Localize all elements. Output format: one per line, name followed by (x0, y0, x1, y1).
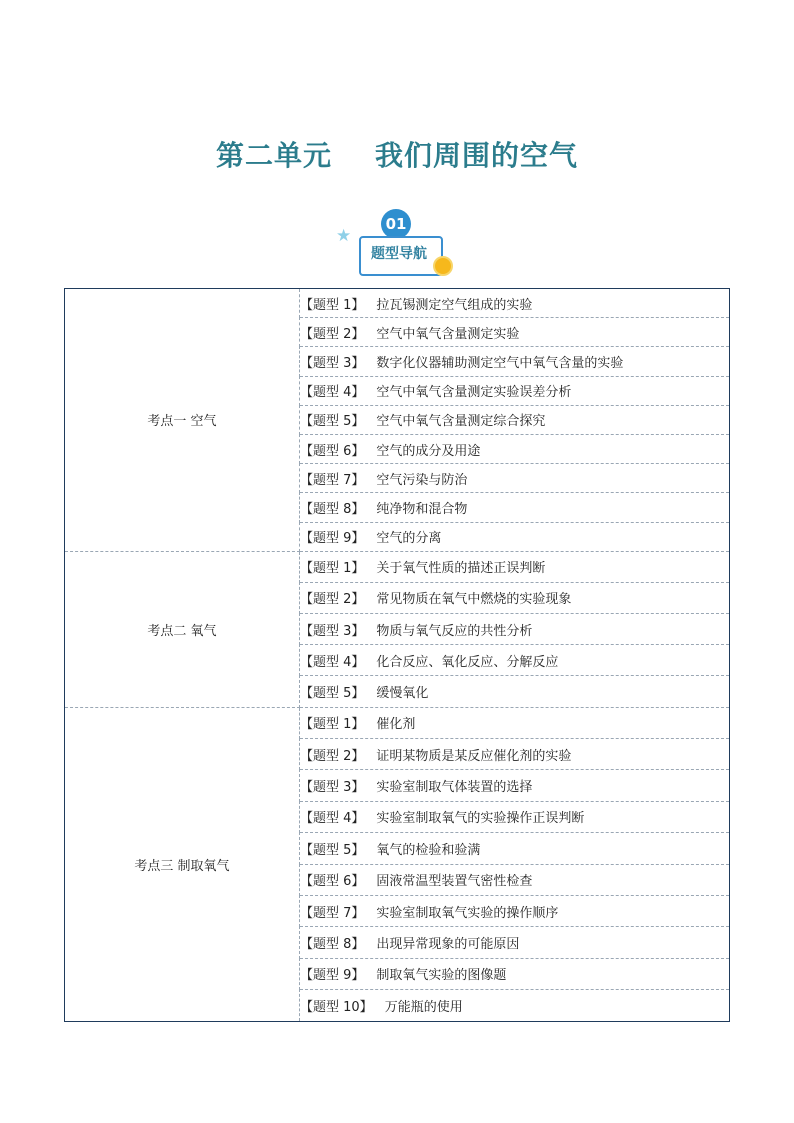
question-type-tag: 【题型 7】 (300, 472, 365, 488)
question-type-item[interactable] (300, 990, 730, 1021)
question-type-item[interactable] (300, 864, 730, 895)
question-type-tag: 【题型 1】 (300, 297, 365, 313)
question-type-text: 固液常温型装置气密性检查 (376, 874, 533, 890)
question-type-text: 空气的成分及用途 (376, 443, 481, 459)
question-type-tag: 【题型 4】 (300, 811, 365, 827)
question-type-text: 常见物质在氧气中燃烧的实验现象 (376, 592, 572, 608)
question-type-item[interactable] (300, 582, 730, 613)
question-type-item[interactable] (300, 464, 730, 493)
question-type-item[interactable] (300, 958, 730, 989)
question-type-text: 缓慢氧化 (376, 686, 429, 702)
question-type-tag: 【题型 8】 (300, 501, 365, 517)
question-type-text: 万能瓶的使用 (384, 999, 463, 1015)
topic-navigation-table (64, 288, 730, 1022)
question-type-tag: 【题型 5】 (300, 686, 365, 702)
question-type-item[interactable] (300, 493, 730, 522)
question-type-tag: 【题型 1】 (300, 717, 365, 733)
page-title: 第二单元 我们周围的空气 (216, 139, 578, 172)
question-type-tag: 【题型 3】 (300, 780, 365, 796)
question-type-tag: 【题型 2】 (300, 592, 365, 608)
question-type-tag: 【题型 2】 (300, 748, 365, 764)
question-type-text: 数字化仪器辅助测定空气中氧气含量的实验 (376, 355, 624, 371)
question-type-tag: 【题型 4】 (300, 654, 365, 670)
question-type-tag: 【题型 5】 (300, 842, 365, 858)
section-badge (334, 206, 454, 278)
question-type-tag: 【题型 8】 (300, 937, 365, 953)
table-row (65, 551, 730, 582)
question-type-text: 纯净物和混合物 (376, 501, 468, 517)
question-type-item[interactable] (300, 551, 730, 582)
question-type-item[interactable] (300, 645, 730, 676)
question-type-item[interactable] (300, 895, 730, 926)
question-type-text: 空气污染与防治 (376, 472, 468, 488)
star-icon: ★ (336, 226, 352, 246)
sun-icon (433, 256, 453, 276)
question-type-text: 催化剂 (376, 717, 416, 733)
question-type-item[interactable] (300, 739, 730, 770)
question-type-text: 空气中氧气含量测定实验误差分析 (376, 385, 572, 401)
question-type-tag: 【题型 4】 (300, 385, 365, 401)
question-type-text: 空气中氧气含量测定综合探究 (376, 414, 546, 430)
question-type-tag: 【题型 1】 (300, 561, 365, 577)
question-type-tag: 【题型 7】 (300, 905, 365, 921)
question-type-text: 空气的分离 (376, 531, 442, 547)
question-type-tag: 【题型 9】 (300, 968, 365, 984)
question-type-item[interactable] (300, 405, 730, 434)
question-type-text: 实验室制取气体装置的选择 (376, 780, 533, 796)
table-row (65, 707, 730, 738)
question-type-text: 实验室制取氧气的实验操作正误判断 (376, 811, 585, 827)
question-type-item[interactable] (300, 927, 730, 958)
question-type-tag: 【题型 3】 (300, 355, 365, 371)
question-type-text: 证明某物质是某反应催化剂的实验 (376, 748, 572, 764)
section-label: 考点二 氧气 (65, 551, 300, 707)
question-type-text: 氧气的检验和验满 (376, 842, 481, 858)
question-type-text: 物质与氧气反应的共性分析 (376, 623, 533, 639)
question-type-item[interactable] (300, 376, 730, 405)
question-type-tag: 【题型 6】 (300, 874, 365, 890)
question-type-item[interactable] (300, 318, 730, 347)
badge-label: 题型导航 (371, 246, 427, 262)
question-type-text: 制取氧气实验的图像题 (376, 968, 507, 984)
section-label: 考点一 空气 (65, 289, 300, 552)
question-type-tag: 【题型 10】 (300, 999, 373, 1015)
section-label: 考点三 制取氧气 (65, 707, 300, 1021)
question-type-item[interactable] (300, 707, 730, 738)
question-type-item[interactable] (300, 801, 730, 832)
question-type-item[interactable] (300, 289, 730, 318)
question-type-tag: 【题型 5】 (300, 414, 365, 430)
question-type-item[interactable] (300, 614, 730, 645)
question-type-tag: 【题型 6】 (300, 443, 365, 459)
question-type-item[interactable] (300, 522, 730, 551)
question-type-text: 实验室制取氧气实验的操作顺序 (376, 905, 559, 921)
question-type-text: 空气中氧气含量测定实验 (376, 326, 520, 342)
table-row (65, 289, 730, 318)
question-type-text: 出现异常现象的可能原因 (376, 937, 520, 953)
question-type-item[interactable] (300, 347, 730, 376)
question-type-item[interactable] (300, 833, 730, 864)
question-type-text: 关于氧气性质的描述正误判断 (376, 561, 546, 577)
question-type-tag: 【题型 3】 (300, 623, 365, 639)
question-type-text: 拉瓦锡测定空气组成的实验 (376, 297, 533, 313)
question-type-tag: 【题型 2】 (300, 326, 365, 342)
question-type-item[interactable] (300, 434, 730, 463)
question-type-text: 化合反应、氧化反应、分解反应 (376, 654, 559, 670)
question-type-item[interactable] (300, 770, 730, 801)
question-type-tag: 【题型 9】 (300, 531, 365, 547)
badge-number: 01 (381, 209, 411, 239)
question-type-item[interactable] (300, 676, 730, 707)
